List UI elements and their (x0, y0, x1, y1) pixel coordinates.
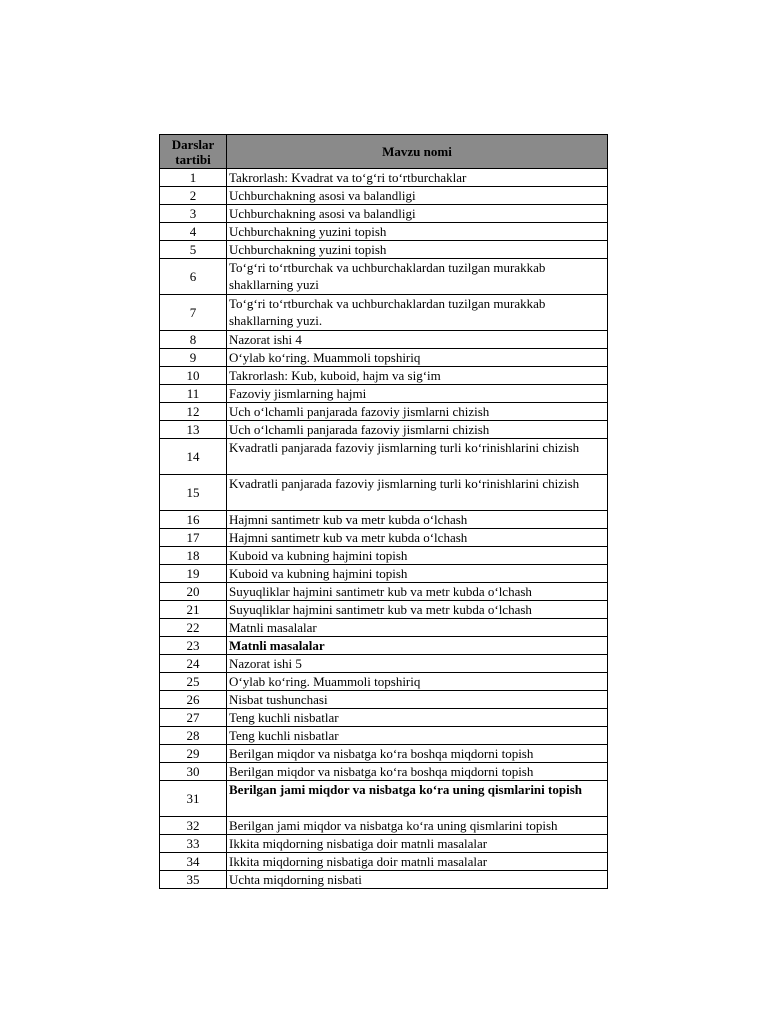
table-row (160, 385, 608, 403)
lesson-number: 32 (160, 817, 227, 835)
table-row (160, 403, 608, 421)
lesson-topic: Uch o‘lchamli panjarada fazoviy jismlarni chizish (227, 421, 608, 439)
lesson-number: 18 (160, 547, 227, 565)
lesson-topic: Nazorat ishi 4 (227, 331, 608, 349)
lesson-number: 7 (160, 295, 227, 331)
lessons-table (159, 134, 608, 889)
table-row (160, 709, 608, 727)
lesson-number: 13 (160, 421, 227, 439)
lesson-number: 15 (160, 475, 227, 511)
lesson-topic: Uch o‘lchamli panjarada fazoviy jismlarni chizish (227, 403, 608, 421)
table-row (160, 601, 608, 619)
header-lesson-number: Darslar tartibi (160, 135, 227, 169)
lesson-topic: Suyuqliklar hajmini santimetr kub va metr kubda o‘lchash (227, 583, 608, 601)
lesson-number: 8 (160, 331, 227, 349)
table-row (160, 439, 608, 475)
table-row (160, 655, 608, 673)
lesson-number: 2 (160, 187, 227, 205)
lesson-topic: Uchta miqdorning nisbati (227, 871, 608, 889)
lesson-topic: Takrorlash: Kvadrat va to‘g‘ri to‘rtburchaklar (227, 169, 608, 187)
lesson-number: 34 (160, 853, 227, 871)
table-row (160, 187, 608, 205)
lesson-number: 19 (160, 565, 227, 583)
lesson-number: 12 (160, 403, 227, 421)
lesson-topic: Hajmni santimetr kub va metr kubda o‘lchash (227, 529, 608, 547)
lesson-topic: Ikkita miqdorning nisbatiga doir matnli masalalar (227, 835, 608, 853)
table-row (160, 475, 608, 511)
lesson-topic: O‘ylab ko‘ring. Muammoli topshiriq (227, 349, 608, 367)
lesson-topic: To‘g‘ri to‘rtburchak va uchburchaklardan tuzilgan murakkab shakllarning yuzi. (227, 295, 608, 331)
lesson-number: 6 (160, 259, 227, 295)
table-row (160, 223, 608, 241)
table-row (160, 583, 608, 601)
table-row (160, 835, 608, 853)
table-row (160, 745, 608, 763)
lesson-number: 33 (160, 835, 227, 853)
lesson-topic: Hajmni santimetr kub va metr kubda o‘lchash (227, 511, 608, 529)
lesson-number: 11 (160, 385, 227, 403)
lesson-topic: Ikkita miqdorning nisbatiga doir matnli masalalar (227, 853, 608, 871)
lesson-number: 21 (160, 601, 227, 619)
table-row (160, 871, 608, 889)
table-row (160, 349, 608, 367)
table-row (160, 727, 608, 745)
lesson-topic: Nazorat ishi 5 (227, 655, 608, 673)
lesson-topic: Kuboid va kubning hajmini topish (227, 547, 608, 565)
table-row (160, 547, 608, 565)
lesson-topic: Kvadratli panjarada fazoviy jismlarning turli ko‘rinishlarini chizish (227, 439, 608, 475)
lesson-number: 22 (160, 619, 227, 637)
lesson-topic: Uchburchakning yuzini topish (227, 241, 608, 259)
table-row (160, 619, 608, 637)
lesson-topic: Kuboid va kubning hajmini topish (227, 565, 608, 583)
lesson-number: 1 (160, 169, 227, 187)
lesson-number: 14 (160, 439, 227, 475)
lesson-number: 9 (160, 349, 227, 367)
table-row (160, 205, 608, 223)
lesson-number: 4 (160, 223, 227, 241)
lesson-topic: Matnli masalalar (227, 637, 608, 655)
lesson-topic: Berilgan miqdor va nisbatga ko‘ra boshqa miqdorni topish (227, 745, 608, 763)
table-row (160, 421, 608, 439)
lesson-topic: Matnli masalalar (227, 619, 608, 637)
table-row (160, 331, 608, 349)
table-row (160, 637, 608, 655)
lesson-topic: Berilgan miqdor va nisbatga ko‘ra boshqa miqdorni topish (227, 763, 608, 781)
lesson-topic: O‘ylab ko‘ring. Muammoli topshiriq (227, 673, 608, 691)
table-row (160, 673, 608, 691)
lesson-topic: Kvadratli panjarada fazoviy jismlarning turli ko‘rinishlarini chizish (227, 475, 608, 511)
table-row (160, 367, 608, 385)
lesson-topic: Berilgan jami miqdor va nisbatga ko‘ra uning qismlarini topish (227, 817, 608, 835)
table-row (160, 817, 608, 835)
lesson-number: 20 (160, 583, 227, 601)
lesson-topic: Suyuqliklar hajmini santimetr kub va metr kubda o‘lchash (227, 601, 608, 619)
lesson-topic: Uchburchakning asosi va balandligi (227, 187, 608, 205)
lesson-number: 5 (160, 241, 227, 259)
header-topic-name: Mavzu nomi (227, 135, 608, 169)
table-row (160, 511, 608, 529)
lesson-number: 35 (160, 871, 227, 889)
lesson-topic: Uchburchakning asosi va balandligi (227, 205, 608, 223)
table-row (160, 781, 608, 817)
lesson-number: 28 (160, 727, 227, 745)
lesson-number: 23 (160, 637, 227, 655)
table-row (160, 763, 608, 781)
lesson-number: 16 (160, 511, 227, 529)
lesson-number: 17 (160, 529, 227, 547)
lesson-number: 29 (160, 745, 227, 763)
lesson-topic: Takrorlash: Kub, kuboid, hajm va sig‘im (227, 367, 608, 385)
lesson-number: 3 (160, 205, 227, 223)
table-row (160, 691, 608, 709)
lesson-number: 24 (160, 655, 227, 673)
table-row (160, 853, 608, 871)
lesson-topic: Nisbat tushunchasi (227, 691, 608, 709)
table-row (160, 529, 608, 547)
lesson-number: 25 (160, 673, 227, 691)
lesson-topic: Fazoviy jismlarning hajmi (227, 385, 608, 403)
table-row (160, 259, 608, 295)
lesson-topic: To‘g‘ri to‘rtburchak va uchburchaklardan tuzilgan murakkab shakllarning yuzi (227, 259, 608, 295)
table-row (160, 241, 608, 259)
lesson-number: 31 (160, 781, 227, 817)
lesson-topic: Teng kuchli nisbatlar (227, 727, 608, 745)
lesson-number: 10 (160, 367, 227, 385)
table-header-row (160, 135, 608, 169)
lesson-topic: Uchburchakning yuzini topish (227, 223, 608, 241)
lesson-number: 30 (160, 763, 227, 781)
lesson-number: 27 (160, 709, 227, 727)
lesson-topic: Teng kuchli nisbatlar (227, 709, 608, 727)
lesson-topic: Berilgan jami miqdor va nisbatga ko‘ra uning qismlarini topish (227, 781, 608, 817)
table-row (160, 295, 608, 331)
table-row (160, 565, 608, 583)
lesson-number: 26 (160, 691, 227, 709)
table-row (160, 169, 608, 187)
